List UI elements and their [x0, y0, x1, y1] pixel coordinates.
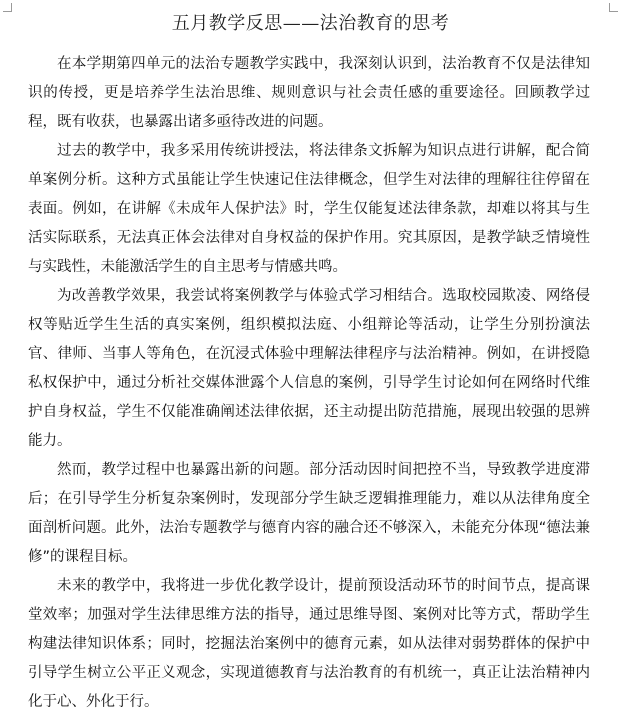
document-body[interactable] [28, 50, 590, 717]
paragraph-2: 过去的教学中，我多采用传统讲授法，将法律条文拆解为知识点进行讲解，配合简单案例分析。这种方式虽能让学生快速记住法律概念，但学生对法律的理解往往停留在表面。例如，在讲解《未成年人保护法》时，学生仅能复述法律条款，却难以将其与生活实际联系，无法真正体会法律对自身权益的保护作用。究其原因，是教学缺乏情境性与实践性，未能激活学生的自主思考与情感共鸣。 [28, 143, 590, 275]
paragraph-4: 然而，教学过程中也暴露出新的问题。部分活动因时间把控不当，导致教学进度滞后；在引导学生分析复杂案例时，发现部分学生缺乏逻辑推理能力，难以从法律角度全面剖析问题。此外，法治专题教学与德育内容的融合还不够深入，未能充分体现“德法兼修”的课程目标。 [28, 462, 590, 565]
document-title: 五月教学反思——法治教育的思考 [171, 13, 450, 34]
paragraph-1: 在本学期第四单元的法治专题教学实践中，我深刻认识到，法治教育不仅是法律知识的传授，更是培养学生法治思维、规则意识与社会责任感的重要途径。回顾教学过程，既有收获，也暴露出诸多亟待改进的问题。 [28, 56, 590, 130]
paragraph-3: 为改善教学效果，我尝试将案例教学与体验式学习相结合。选取校园欺凌、网络侵权等贴近学生生活的真实案例，组织模拟法庭、小组辩论等活动，让学生分别扮演法官、律师、当事人等角色，在沉浸式体验中理解法律程序与法治精神。例如，在讲授隐私权保护中，通过分析社交媒体泄露个人信息的案例，引导学生讨论如何在网络时代维护自身权益，学生不仅能准确阐述法律依据，还主动提出防范措施，展现出较强的思辨能力。 [28, 288, 590, 449]
paragraph-5: 未来的教学中，我将进一步优化教学设计，提前预设活动环节的时间节点，提高课堂效率；加强对学生法律思维方法的指导，通过思维导图、案例对比等方式，帮助学生构建法律知识体系；同时，挖掘法治案例中的德育元素，如从法律对弱势群体的保护中引导学生树立公平正义观念，实现道德教育与法治教育的有机统一，真正让法治精神内化于心、外化于行。 [28, 578, 590, 710]
